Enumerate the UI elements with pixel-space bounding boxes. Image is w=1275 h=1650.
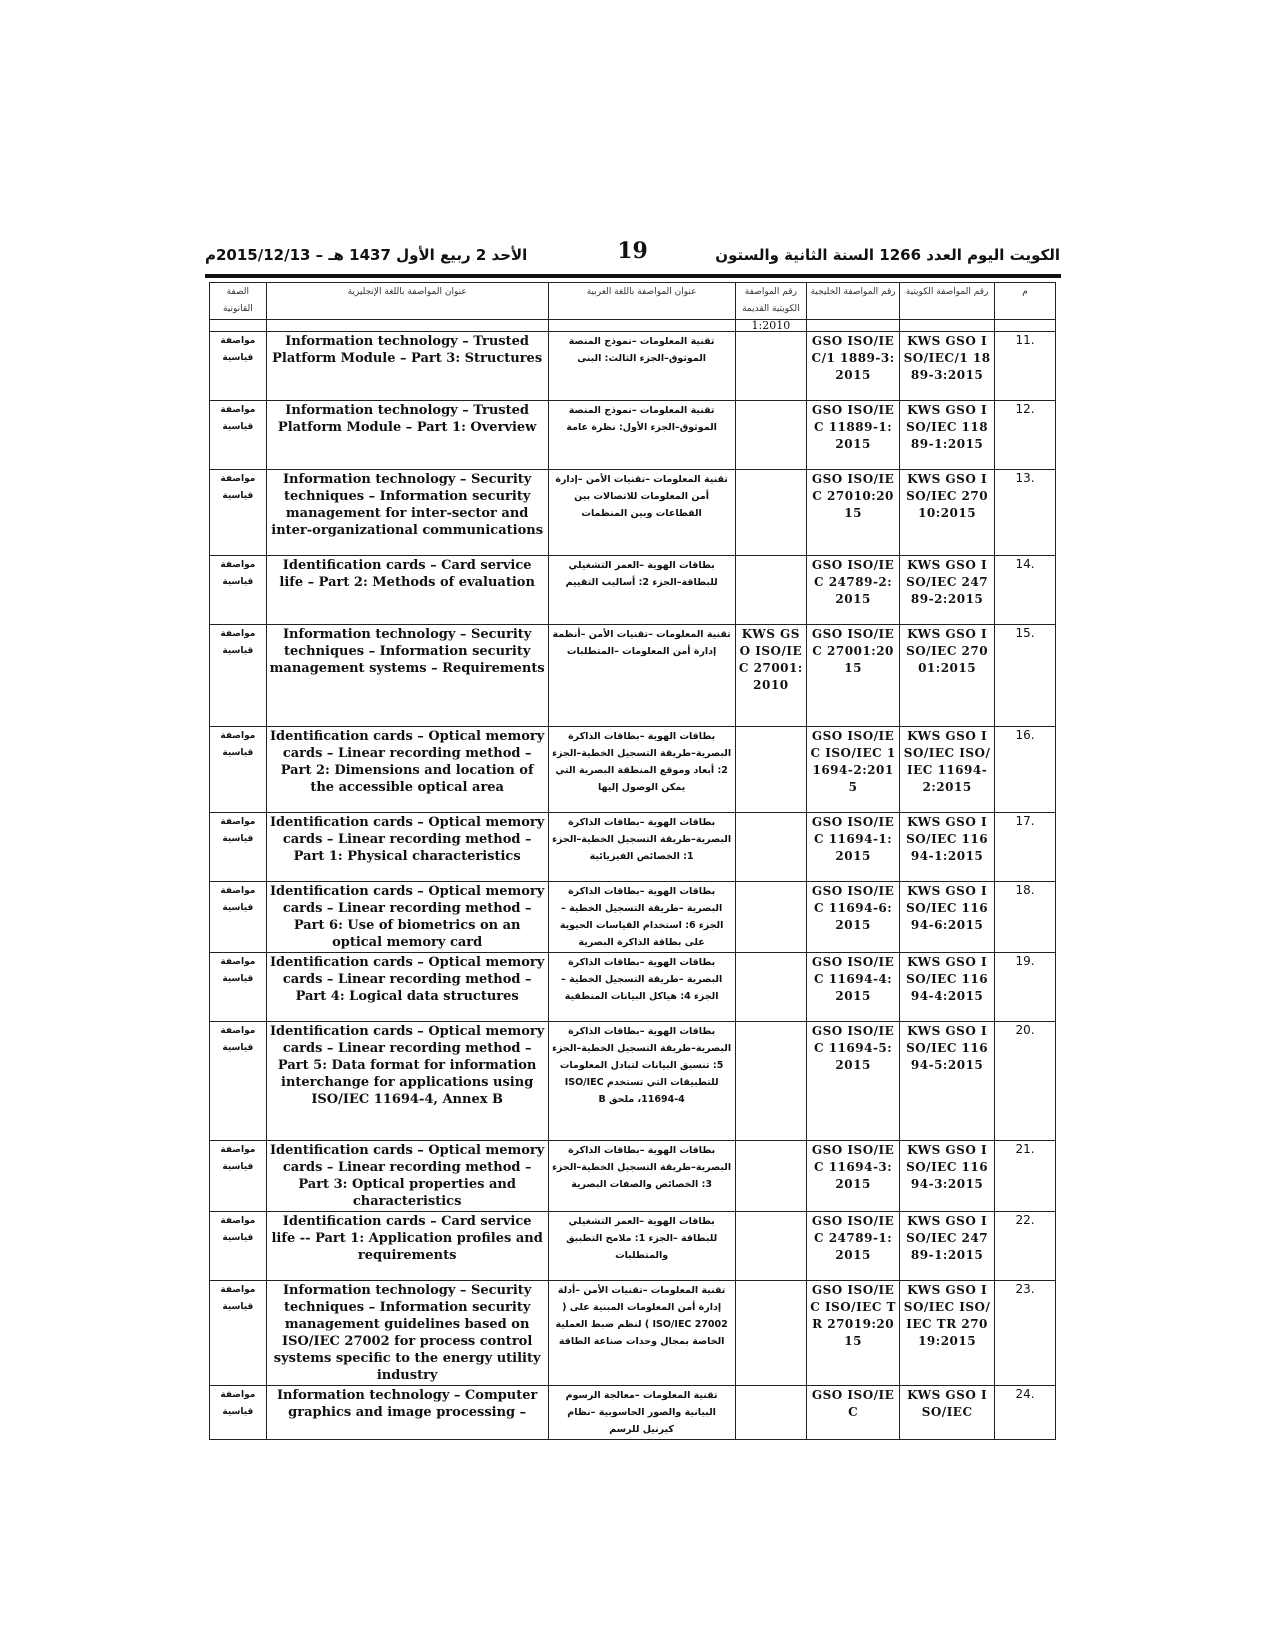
kws-number: KWS GSO ISO/IEC 24789-2:2015 bbox=[900, 556, 995, 625]
row-number: .16 bbox=[995, 727, 1056, 813]
english-title: Identification cards – Card service life -- Part 1: Application profiles and requirements bbox=[266, 1212, 548, 1281]
table-row bbox=[210, 556, 1056, 625]
arabic-title: بطاقات الهوية –بطاقات الذاكرة البصرية–طريقة التسجيل الخطية–الجزء 5: تنسيق البيانات لتبادل المعلومات للتطبيقات التي تستخدم ISO/IEC 11694-4، ملحق B bbox=[548, 1022, 735, 1141]
legal-status: مواصفة قياسية bbox=[210, 882, 267, 953]
col-header-gso: رقم المواصفة الخليجية bbox=[807, 283, 900, 320]
english-title: Information technology – Computer graphics and image processing – bbox=[266, 1386, 548, 1440]
english-title: Information technology – Security techniques – Information security management for inter-sector and inter-organizational communications bbox=[266, 470, 548, 556]
table-row bbox=[210, 1281, 1056, 1386]
row-number: .18 bbox=[995, 882, 1056, 953]
table-row bbox=[210, 1386, 1056, 1440]
english-title: Information technology – Security techniques – Information security management guidelines based on ISO/IEC 27002 for process control systems specific to the energy utility industry bbox=[266, 1281, 548, 1386]
kws-number: KWS GSO ISO/IEC/1 1889-3:2015 bbox=[900, 332, 995, 401]
gso-number: GSO ISO/IEC 24789-1:2015 bbox=[807, 1212, 900, 1281]
arabic-title: تقنية المعلومات –نموذج المنصة الموثوق–الجزء الثالث: البنى bbox=[548, 332, 735, 401]
english-title: Information technology – Security techniques – Information security management systems – Requirements bbox=[266, 625, 548, 727]
old-kws-number bbox=[735, 1386, 807, 1440]
table-row bbox=[210, 1212, 1056, 1281]
kws-number: KWS GSO ISO/IEC 24789-1:2015 bbox=[900, 1212, 995, 1281]
standards-table bbox=[209, 282, 1056, 1440]
gso-number: GSO ISO/IEC 24789-2:2015 bbox=[807, 556, 900, 625]
english-title: Identification cards – Card service life – Part 2: Methods of evaluation bbox=[266, 556, 548, 625]
english-title: Identification cards – Optical memory cards – Linear recording method – Part 4: Logical data structures bbox=[266, 953, 548, 1022]
legal-status: مواصفة قياسية bbox=[210, 1141, 267, 1212]
english-title: Information technology – Trusted Platform Module – Part 3: Structures bbox=[266, 332, 548, 401]
row-number: .14 bbox=[995, 556, 1056, 625]
old-kws-number bbox=[735, 727, 807, 813]
english-title: Identification cards – Optical memory cards – Linear recording method – Part 1: Physical characteristics bbox=[266, 813, 548, 882]
arabic-title: تقنية المعلومات –معالجة الرسوم البيانية والصور الحاسوبية –نظام كيرنيل للرسم bbox=[548, 1386, 735, 1440]
arabic-title: بطاقات الهوية –العمر التشغيلي للبطاقة –الجزء 1: ملامح التطبيق والمتطلبات bbox=[548, 1212, 735, 1281]
col-header-kws: رقم المواصفة الكويتية bbox=[900, 283, 995, 320]
row-number: .13 bbox=[995, 470, 1056, 556]
row-number: .20 bbox=[995, 1022, 1056, 1141]
gso-number: GSO ISO/IEC 27010:2015 bbox=[807, 470, 900, 556]
kws-number: KWS GSO ISO/IEC 11889-1:2015 bbox=[900, 401, 995, 470]
kws-number: KWS GSO ISO/IEC 11694-4:2015 bbox=[900, 953, 995, 1022]
legal-status: مواصفة قياسية bbox=[210, 401, 267, 470]
row-number: .15 bbox=[995, 625, 1056, 727]
table-body bbox=[210, 332, 1056, 1440]
arabic-title: بطاقات الهوية –بطاقات الذاكرة البصرية –طريقة التسجيل الخطية –الجزء 4: هياكل البيانات المنطقية bbox=[548, 953, 735, 1022]
row-number: .11 bbox=[995, 332, 1056, 401]
table-row bbox=[210, 470, 1056, 556]
table-row bbox=[210, 1022, 1056, 1141]
old-standard-year: 1:2010 bbox=[735, 320, 807, 332]
english-title: Identification cards – Optical memory cards – Linear recording method – Part 6: Use of biometrics on an optical memory card bbox=[266, 882, 548, 953]
old-kws-number bbox=[735, 953, 807, 1022]
english-title: Information technology – Trusted Platform Module – Part 1: Overview bbox=[266, 401, 548, 470]
table-header-row bbox=[210, 283, 1056, 320]
gso-number: GSO ISO/IEC 11694-4:2015 bbox=[807, 953, 900, 1022]
gso-number: GSO ISO/IEC ISO/IEC TR 27019:2015 bbox=[807, 1281, 900, 1386]
legal-status: مواصفة قياسية bbox=[210, 556, 267, 625]
kws-number: KWS GSO ISO/IEC ISO/IEC TR 27019:2015 bbox=[900, 1281, 995, 1386]
kws-number: KWS GSO ISO/IEC ISO/IEC 11694-2:2015 bbox=[900, 727, 995, 813]
gso-number: GSO ISO/IEC bbox=[807, 1386, 900, 1440]
col-header-status: الصفة القانونية bbox=[210, 283, 267, 320]
gazette-date: الأحد 2 ربيع الأول 1437 هـ – 2015/12/13م bbox=[205, 246, 528, 264]
kws-number: KWS GSO ISO/IEC 11694-1:2015 bbox=[900, 813, 995, 882]
gazette-issue-info: الكويت اليوم العدد 1266 السنة الثانية والستون bbox=[715, 246, 1060, 264]
table-row bbox=[210, 727, 1056, 813]
arabic-title: بطاقات الهوية –بطاقات الذاكرة البصرية –طريقة التسجيل الخطية –الجزء 6: استخدام القياسات الحيوية على بطاقة الذاكرة البصرية bbox=[548, 882, 735, 953]
col-header-old: رقم المواصفة الكويتية القديمة bbox=[735, 283, 807, 320]
table-row bbox=[210, 953, 1056, 1022]
gso-number: GSO ISO/IEC 11694-1:2015 bbox=[807, 813, 900, 882]
row-number: .21 bbox=[995, 1141, 1056, 1212]
table-row bbox=[210, 882, 1056, 953]
legal-status: مواصفة قياسية bbox=[210, 953, 267, 1022]
gso-number: GSO ISO/IEC 11694-5:2015 bbox=[807, 1022, 900, 1141]
old-kws-number bbox=[735, 1212, 807, 1281]
kws-number: KWS GSO ISO/IEC 27001:2015 bbox=[900, 625, 995, 727]
table-row bbox=[210, 401, 1056, 470]
old-kws-number bbox=[735, 401, 807, 470]
legal-status: مواصفة قياسية bbox=[210, 470, 267, 556]
arabic-title: تقنية المعلومات –تقنيات الأمن –أدلة إدارة أمن المعلومات المبنية على ( ISO/IEC 27002 ) لنظم ضبط العملية الخاصة بمجال وحدات صناعة الطاقة bbox=[548, 1281, 735, 1386]
table-subheader-row bbox=[210, 320, 1056, 332]
row-number: .17 bbox=[995, 813, 1056, 882]
page-number: 19 bbox=[617, 238, 648, 264]
gso-number: GSO ISO/IEC 11694-3:2015 bbox=[807, 1141, 900, 1212]
old-kws-number bbox=[735, 556, 807, 625]
table-row bbox=[210, 813, 1056, 882]
old-kws-number: KWS GSO ISO/IEC 27001:2010 bbox=[735, 625, 807, 727]
legal-status: مواصفة قياسية bbox=[210, 1386, 267, 1440]
col-header-no: م bbox=[995, 283, 1056, 320]
kws-number: KWS GSO ISO/IEC 11694-6:2015 bbox=[900, 882, 995, 953]
english-title: Identification cards – Optical memory cards – Linear recording method – Part 3: Optical properties and characteristics bbox=[266, 1141, 548, 1212]
arabic-title: تقنية المعلومات –تقنيات الأمن –إدارة أمن المعلومات للاتصالات بين القطاعات وبين المنظمات bbox=[548, 470, 735, 556]
gso-number: GSO ISO/IEC 27001:2015 bbox=[807, 625, 900, 727]
old-kws-number bbox=[735, 470, 807, 556]
kws-number: KWS GSO ISO/IEC 11694-5:2015 bbox=[900, 1022, 995, 1141]
row-number: .23 bbox=[995, 1281, 1056, 1386]
english-title: Identification cards – Optical memory cards – Linear recording method – Part 5: Data format for information interchange for applications using ISO/IEC 11694-4, Annex B bbox=[266, 1022, 548, 1141]
row-number: .22 bbox=[995, 1212, 1056, 1281]
arabic-title: بطاقات الهوية –بطاقات الذاكرة البصرية–طريقة التسجيل الخطية–الجزء 2: أبعاد وموقع المنطقة البصرية التي يمكن الوصول إليها bbox=[548, 727, 735, 813]
arabic-title: تقنية المعلومات –تقنيات الأمن –أنظمة إدارة أمن المعلومات –المتطلبات bbox=[548, 625, 735, 727]
legal-status: مواصفة قياسية bbox=[210, 1022, 267, 1141]
row-number: .24 bbox=[995, 1386, 1056, 1440]
col-header-arabic-title: عنوان المواصفة باللغة العربية bbox=[548, 283, 735, 320]
table-row bbox=[210, 1141, 1056, 1212]
legal-status: مواصفة قياسية bbox=[210, 625, 267, 727]
header-rule bbox=[205, 274, 1061, 278]
english-title: Identification cards – Optical memory cards – Linear recording method – Part 2: Dimensions and location of the accessible optical area bbox=[266, 727, 548, 813]
table-row bbox=[210, 332, 1056, 401]
old-kws-number bbox=[735, 332, 807, 401]
gso-number: GSO ISO/IEC 11694-6:2015 bbox=[807, 882, 900, 953]
arabic-title: بطاقات الهوية –بطاقات الذاكرة البصرية–طريقة التسجيل الخطية–الجزء 3: الخصائص والصفات البصرية bbox=[548, 1141, 735, 1212]
kws-number: KWS GSO ISO/IEC 11694-3:2015 bbox=[900, 1141, 995, 1212]
gso-number: GSO ISO/IEC 11889-1:2015 bbox=[807, 401, 900, 470]
old-kws-number bbox=[735, 1281, 807, 1386]
legal-status: مواصفة قياسية bbox=[210, 332, 267, 401]
gso-number: GSO ISO/IEC ISO/IEC 11694-2:2015 bbox=[807, 727, 900, 813]
arabic-title: بطاقات الهوية –العمر التشغيلي للبطاقة–الجزء 2: أساليب التقييم bbox=[548, 556, 735, 625]
arabic-title: بطاقات الهوية –بطاقات الذاكرة البصرية–طريقة التسجيل الخطية–الجزء 1: الخصائص الفيزيائية bbox=[548, 813, 735, 882]
row-number: .12 bbox=[995, 401, 1056, 470]
kws-number: KWS GSO ISO/IEC bbox=[900, 1386, 995, 1440]
old-kws-number bbox=[735, 813, 807, 882]
old-kws-number bbox=[735, 1141, 807, 1212]
col-header-english-title: عنوان المواصفة باللغة الإنجليزية bbox=[266, 283, 548, 320]
gso-number: GSO ISO/IEC/1 1889-3:2015 bbox=[807, 332, 900, 401]
kws-number: KWS GSO ISO/IEC 27010:2015 bbox=[900, 470, 995, 556]
legal-status: مواصفة قياسية bbox=[210, 727, 267, 813]
old-kws-number bbox=[735, 1022, 807, 1141]
legal-status: مواصفة قياسية bbox=[210, 1281, 267, 1386]
arabic-title: تقنية المعلومات –نموذج المنصة الموثوق–الجزء الأول: نظرة عامة bbox=[548, 401, 735, 470]
page-header bbox=[205, 240, 1060, 268]
old-kws-number bbox=[735, 882, 807, 953]
table-row bbox=[210, 625, 1056, 727]
legal-status: مواصفة قياسية bbox=[210, 1212, 267, 1281]
row-number: .19 bbox=[995, 953, 1056, 1022]
legal-status: مواصفة قياسية bbox=[210, 813, 267, 882]
